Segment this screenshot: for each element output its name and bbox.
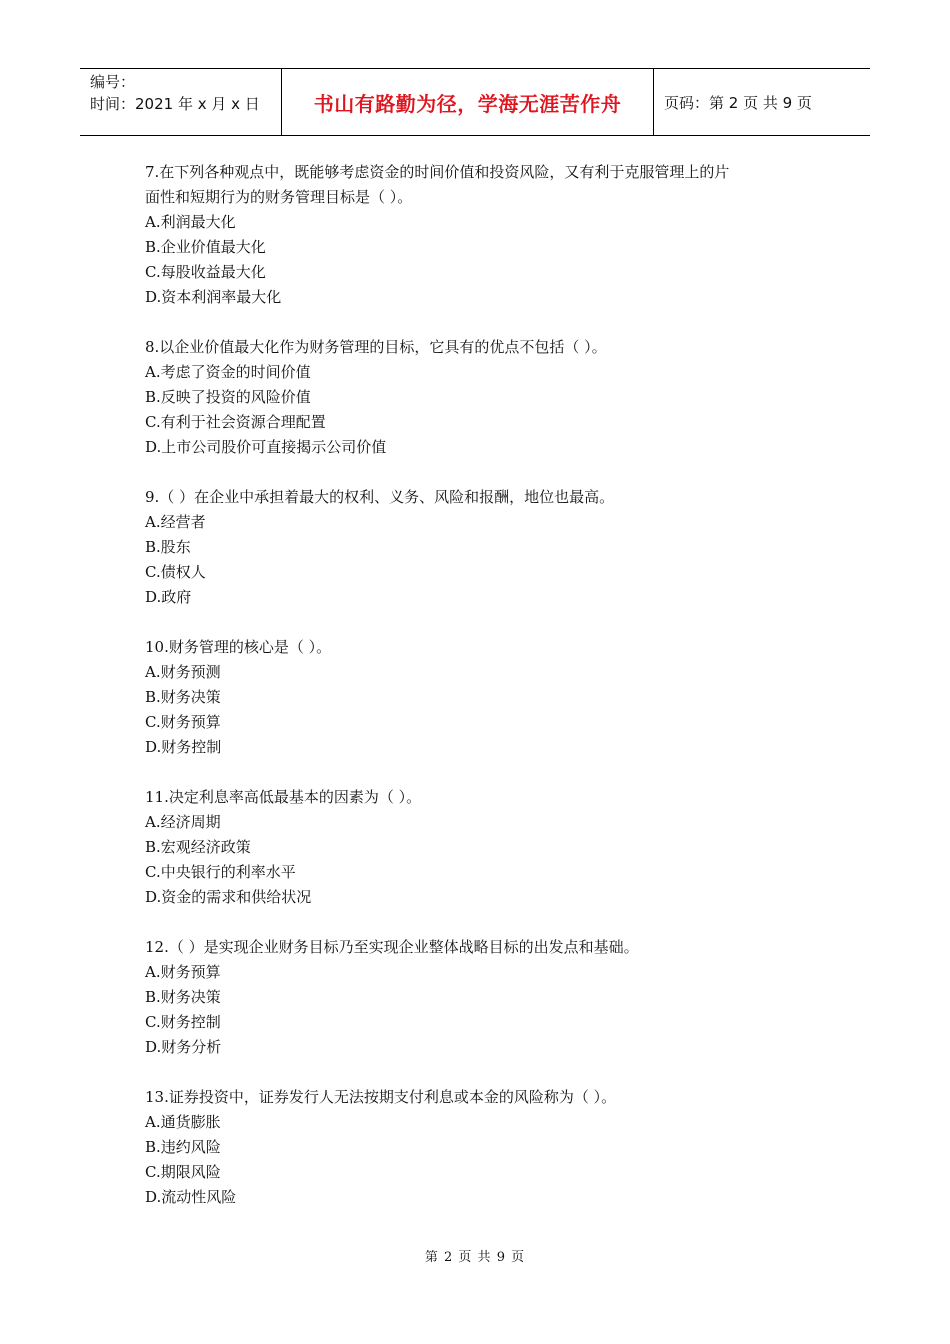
option-b: B.违约风险 (145, 1138, 221, 1156)
option-a: A.经营者 (145, 513, 206, 531)
option-d: D.财务控制 (145, 738, 222, 756)
option-a: A.利润最大化 (145, 213, 236, 231)
header-table (80, 68, 870, 136)
option-a: A.考虑了资金的时间价值 (145, 363, 311, 381)
option-d: D.资金的需求和供给状况 (145, 888, 312, 906)
page-info-text: 页码：第 2 页 共 9 页 (664, 93, 812, 112)
time-label: 时间：2021 年 x 月 x 日 (90, 95, 260, 113)
option-a: A.通货膨胀 (145, 1113, 221, 1131)
option-d: D.上市公司股价可直接揭示公司价值 (145, 438, 387, 456)
question-9 (145, 485, 825, 610)
question-11 (145, 785, 825, 910)
option-b: B.宏观经济政策 (145, 838, 251, 856)
question-13 (145, 1085, 825, 1210)
option-a: A.财务预算 (145, 963, 221, 981)
option-c: C.期限风险 (145, 1163, 221, 1181)
option-d: D.政府 (145, 588, 192, 606)
option-c: C.中央银行的利率水平 (145, 863, 296, 881)
motto-text: 书山有路勤为径，学海无涯苦作舟 (313, 91, 622, 116)
question-text: 9.（ ）在企业中承担着最大的权利、义务、风险和报酬，地位也最高。 (145, 488, 615, 506)
question-12 (145, 935, 825, 1060)
option-c: C.财务控制 (145, 1013, 221, 1031)
option-c: C.财务预算 (145, 713, 221, 731)
option-d: D.资本利润率最大化 (145, 288, 282, 306)
question-text: 11.决定利息率高低最基本的因素为（ ）。 (145, 788, 422, 806)
question-text: 面性和短期行为的财务管理目标是（ ）。 (145, 188, 413, 206)
option-b: B.财务决策 (145, 988, 221, 1006)
motto-cell (282, 69, 654, 135)
option-b: B.股东 (145, 538, 191, 556)
question-text: 8.以企业价值最大化作为财务管理的目标，它具有的优点不包括（ ）。 (145, 338, 607, 356)
page-info-cell (654, 69, 870, 135)
footer-page-number: 第 2 页 共 9 页 (424, 1250, 526, 1265)
option-c: C.有利于社会资源合理配置 (145, 413, 326, 431)
option-c: C.每股收益最大化 (145, 263, 266, 281)
option-b: B.企业价值最大化 (145, 238, 266, 256)
question-10 (145, 635, 825, 760)
option-c: C.债权人 (145, 563, 206, 581)
question-text: 13.证券投资中，证券发行人无法按期支付利息或本金的风险称为（ ）。 (145, 1088, 617, 1106)
header-meta-cell (80, 69, 282, 135)
question-text: 12.（ ）是实现企业财务目标乃至实现企业整体战略目标的出发点和基础。 (145, 938, 639, 956)
option-d: D.财务分析 (145, 1038, 222, 1056)
question-8 (145, 335, 825, 460)
page-footer (0, 1246, 950, 1265)
option-d: D.流动性风险 (145, 1188, 237, 1206)
question-7 (145, 160, 825, 310)
question-text: 10.财务管理的核心是（ ）。 (145, 638, 332, 656)
option-b: B.财务决策 (145, 688, 221, 706)
option-a: A.财务预测 (145, 663, 221, 681)
option-a: A.经济周期 (145, 813, 221, 831)
question-list (145, 160, 825, 1235)
option-b: B.反映了投资的风险价值 (145, 388, 311, 406)
question-text: 7.在下列各种观点中，既能够考虑资金的时间价值和投资风险，又有利于克服管理上的片 (145, 163, 730, 181)
number-label: 编号： (90, 73, 136, 91)
